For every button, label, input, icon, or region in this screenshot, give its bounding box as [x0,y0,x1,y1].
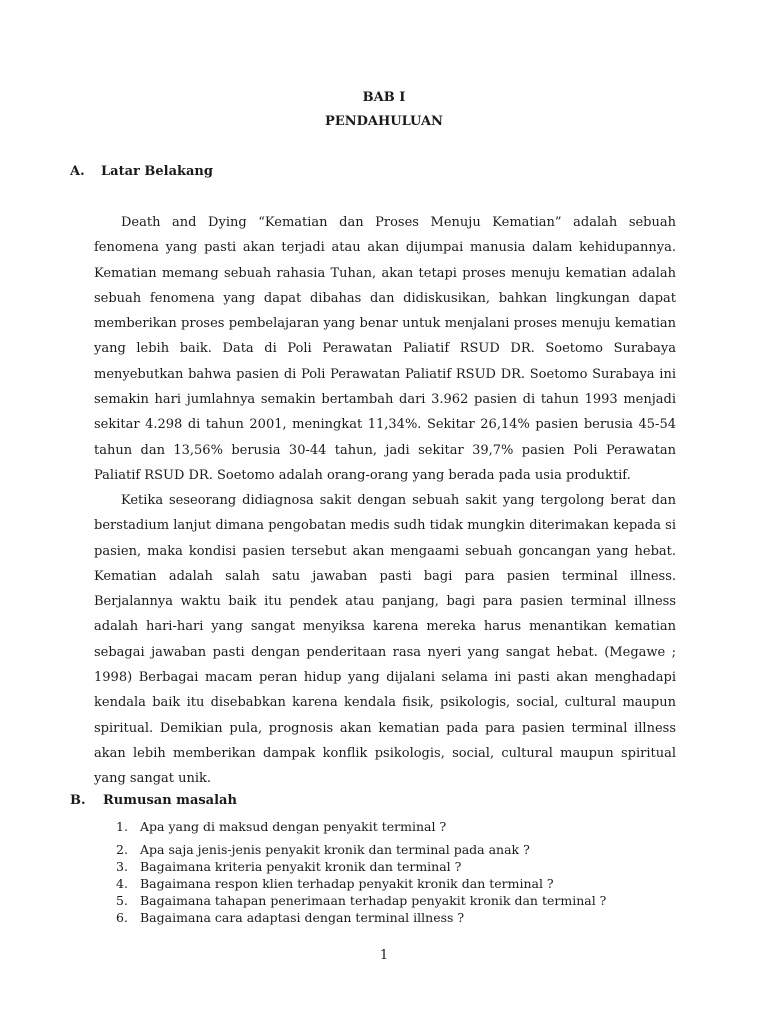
list-item-text: Apa yang di maksud dengan penyakit terminal ? [140,819,447,834]
section-b-title: Rumusan masalah [103,793,237,808]
paragraph-1: Death and Dying “Kematian dan Proses Menuju Kematian” adalah sebuah fenomena yang pasti akan terjadi atau akan dijumpai manusia dalam kehidupannya. Kematian memang sebuah rahasia Tuhan, akan tetapi proses menuju kematian adalah sebuah fenomena yang dapat dibahas dan didiskusikan, bahkan lingkungan dapat memberikan proses pembelajaran yang benar untuk menjalani proses menuju kematian yang lebih baik. Data di Poli Perawatan Paliatif RSUD DR. Soetomo Surabaya menyebutkan bahwa pasien di Poli Perawatan Paliatif RSUD DR. Soetomo Surabaya ini semakin hari jumlahnya semakin bertambah dari 3.962 pasien di tahun 1993 menjadi sekitar 4.298 di tahun 2001, meningkat 11,34%. Sekitar 26,14% pasien berusia 45-54 tahun dan 13,56% berusia 30-44 tahun, jadi sekitar 39,7% pasien Poli Perawatan Paliatif RSUD DR. Soetomo adalah orang-orang yang berada pada usia produktif. [94,215,676,483]
list-item [116,818,676,835]
list-item-text: Apa saja jenis-jenis penyakit kronik dan terminal pada anak ? [140,842,530,857]
list-item [116,841,676,858]
list-item [116,875,676,892]
list-item-text: Bagaimana respon klien terhadap penyakit kronik dan terminal ? [140,876,554,891]
list-item-text: Bagaimana tahapan penerimaan terhadap penyakit kronik dan terminal ? [140,893,607,908]
list-item-number: 5. [116,893,128,908]
chapter-title: PENDAHULUAN [325,114,443,129]
list-item [116,892,676,909]
list-item-text: Bagaimana cara adaptasi dengan terminal illness ? [140,910,465,925]
section-a-title: Latar Belakang [101,164,213,179]
problem-list [116,818,676,926]
list-item-number: 6. [116,910,128,925]
page-number: 1 [379,948,389,963]
list-item-number: 2. [116,842,128,857]
list-item [116,858,676,875]
list-item-number: 1. [116,819,128,834]
list-item-text: Bagaimana kriteria penyakit kronik dan terminal ? [140,859,462,874]
chapter-number: BAB I [362,90,406,105]
section-a-letter: A. [70,164,85,179]
list-item-number: 3. [116,859,128,874]
list-item-number: 4. [116,876,128,891]
section-b-letter: B. [70,793,86,808]
list-item [116,909,676,926]
paragraph-2: Ketika seseorang didiagnosa sakit dengan sebuah sakit yang tergolong berat dan berstadium lanjut dimana pengobatan medis sudh tidak mungkin diterimakan kepada si pasien, maka kondisi pasien tersebut akan mengaami sebuah goncangan yang hebat. Kematian adalah salah satu jawaban pasti bagi para pasien terminal illness. Berjalannya waktu baik itu pendek atau panjang, bagi para pasien terminal illness adalah hari-hari yang sangat menyiksa karena mereka harus menantikan kematian sebagai jawaban pasti dengan penderitaan rasa nyeri yang sangat hebat. (Megawe ; 1998) Berbagai macam peran hidup yang dijalani selama ini pasti akan menghadapi kendala baik itu disebabkan karena kendala fisik, psikologis, social, cultural maupun spiritual. Demikian pula, prognosis akan kematian pada para pasien terminal illness akan lebih memberikan dampak konflik psikologis, social, cultural maupun spiritual yang sangat unik. [94,493,676,787]
